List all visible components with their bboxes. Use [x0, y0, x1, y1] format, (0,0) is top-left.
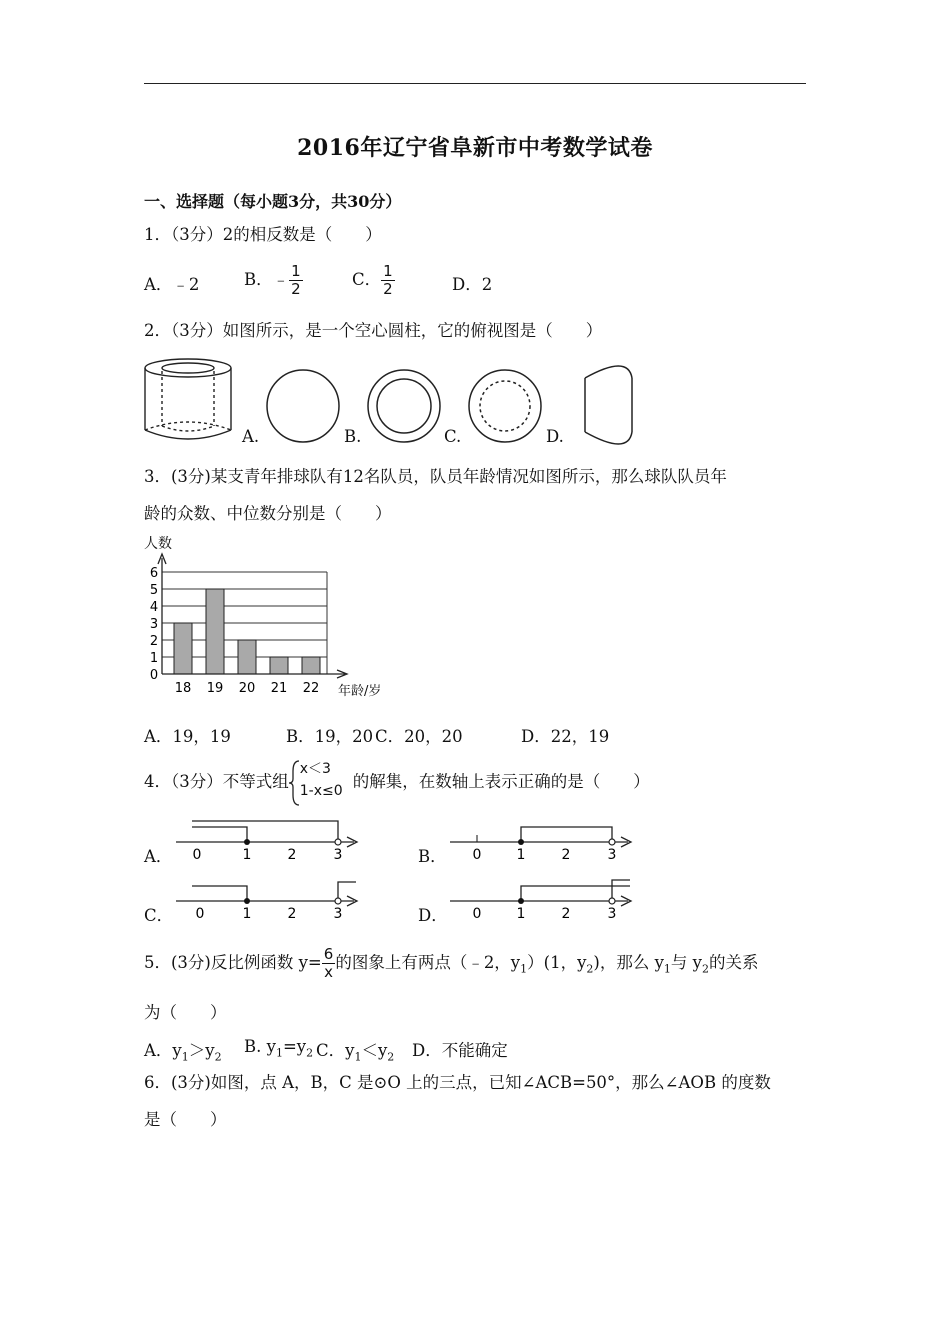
- q4-stem-post: 的解集，在数轴上表示正确的是（ ）: [352, 772, 650, 791]
- question-6-stem-line1: 6．(3分)如图，点 A，B，C 是⊙O 上的三点，已知∠ACB=50°，那么∠AOB 的度数: [144, 1073, 771, 1092]
- x-tick-label-21: 21: [270, 681, 288, 696]
- y-tick-label: 2: [149, 634, 159, 649]
- q3-option-b[interactable]: B．19，20: [286, 727, 374, 746]
- q3-option-c[interactable]: C．20，20: [375, 727, 463, 746]
- q5-option-a[interactable]: A．$y_1>y_2$: [144, 1041, 222, 1064]
- tick-3: 3: [607, 847, 617, 863]
- q1-option-a[interactable]: A．﹣2: [144, 275, 200, 294]
- q5-option-d[interactable]: D．不能确定: [412, 1041, 508, 1060]
- tick-3: 3: [333, 847, 343, 863]
- tick-0: 0: [195, 906, 205, 922]
- chart-ylabel: 人数: [144, 536, 172, 552]
- y-tick-label: 6: [149, 566, 159, 581]
- section-heading: 一、选择题（每小题3分，共30分）: [144, 192, 402, 211]
- q5-option-c[interactable]: C．$y_1<y_2$: [316, 1041, 395, 1064]
- y-tick-label: 3: [149, 617, 159, 632]
- hollow-cylinder-figure: [145, 359, 231, 439]
- tick-3: 3: [333, 906, 343, 922]
- tick-2: 2: [561, 847, 571, 863]
- x-tick-label-18: 18: [174, 681, 192, 696]
- q4-option-d[interactable]: D．: [418, 906, 448, 925]
- tick-0: 0: [192, 847, 202, 863]
- q4-stem-pre: 4．（3分）不等式组: [144, 772, 289, 791]
- q5-fraction: $\frac{6}{x}$: [323, 945, 334, 981]
- q2-option-a[interactable]: A.: [242, 427, 260, 446]
- question-2-stem: 2．（3分）如图所示，是一个空心圆柱，它的俯视图是（ ）: [144, 321, 603, 340]
- q2-option-b[interactable]: B.: [344, 427, 362, 446]
- q1-option-b-fraction: $\frac{1}{2}$: [291, 262, 301, 298]
- y-tick-label: 1: [149, 651, 159, 666]
- tick-1: 1: [242, 847, 252, 863]
- q5-option-b[interactable]: B. $y_1=y_2$: [244, 1037, 314, 1060]
- question-1-stem: 1．（3分）2的相反数是（ ）: [144, 225, 382, 244]
- q1-option-c[interactable]: [352, 263, 395, 298]
- q4-number-line-a: [170, 815, 370, 865]
- bar-22: [302, 657, 320, 674]
- y-tick-label: 5: [149, 583, 159, 598]
- q4-number-line-b: [444, 815, 644, 865]
- q2-option-c[interactable]: C.: [444, 427, 462, 446]
- inequality-system: [289, 758, 353, 808]
- bar-20: [238, 640, 256, 674]
- question-4-stem: [144, 757, 650, 808]
- bar-21: [270, 657, 288, 674]
- q2-figure-a-circle: [267, 370, 339, 442]
- chart-xlabel: 年龄/岁: [338, 684, 382, 699]
- question-5-stem: 5．(3分)反比例函数 y= $\frac{6}{x}$ 的图象上有两点（﹣2，$y_1)(1$，$y_2$)，那么 $y_1$与 $y_2$的关系: [144, 945, 759, 981]
- tick-1: 1: [516, 847, 526, 863]
- tick-1: 1: [242, 906, 252, 922]
- x-tick-label-20: 20: [238, 681, 256, 696]
- tick-1: 1: [516, 906, 526, 922]
- q1-option-c-label: C．: [352, 270, 382, 289]
- bar-19: [206, 589, 224, 674]
- tick-2: 2: [287, 906, 297, 922]
- question-6-stem-line2: 是（ ）: [144, 1110, 227, 1129]
- header-rule: [144, 83, 806, 84]
- page-title: 2016年辽宁省阜新市中考数学试卷: [297, 135, 653, 161]
- inequality-2: 1-x≤0: [299, 782, 343, 799]
- q2-option-d[interactable]: D.: [546, 427, 564, 446]
- age-bar-chart: [140, 532, 400, 704]
- tick-0: 0: [472, 847, 482, 863]
- q4-option-c[interactable]: C．: [144, 906, 174, 925]
- y-tick-label: 0: [149, 668, 159, 683]
- q3-option-d[interactable]: D．22，19: [521, 727, 610, 746]
- q4-option-b[interactable]: B．: [418, 847, 447, 866]
- q1-option-b[interactable]: [244, 263, 303, 298]
- y-tick-label: 4: [149, 600, 159, 615]
- q1-option-d[interactable]: D．2: [452, 275, 493, 294]
- q2-figures: [140, 356, 660, 448]
- q3-option-a[interactable]: A．19，19: [144, 727, 231, 746]
- x-tick-label-22: 22: [302, 681, 320, 696]
- chart-y-tick-labels: [150, 566, 158, 683]
- chart-x-tick-labels: [175, 681, 320, 696]
- q4-option-a[interactable]: A．: [144, 847, 173, 866]
- q2-figure-b-concentric: [368, 370, 440, 442]
- tick-2: 2: [287, 847, 297, 863]
- q2-figure-d-barrel: [585, 366, 632, 444]
- tick-2: 2: [561, 906, 571, 922]
- q1-option-c-fraction: $\frac{1}{2}$: [383, 262, 393, 298]
- inequality-1: x＜3: [299, 760, 331, 777]
- question-3-stem-line2: 龄的众数、中位数分别是（ ）: [144, 504, 392, 523]
- q4-number-line-c: [170, 874, 370, 924]
- tick-3: 3: [607, 906, 617, 922]
- question-3-stem-line1: 3．(3分)某支青年排球队有12名队员，队员年龄情况如图所示，那么球队队员年: [144, 467, 727, 486]
- chart-bars: [174, 589, 320, 674]
- q1-option-b-label: B．﹣: [244, 270, 290, 289]
- q4-number-line-d: [444, 874, 644, 924]
- tick-0: 0: [472, 906, 482, 922]
- question-5-line2: 为（ ）: [144, 1003, 227, 1022]
- x-tick-label-19: 19: [206, 681, 224, 696]
- bar-18: [174, 623, 192, 674]
- q2-figure-c-dashed-inner: [469, 370, 541, 442]
